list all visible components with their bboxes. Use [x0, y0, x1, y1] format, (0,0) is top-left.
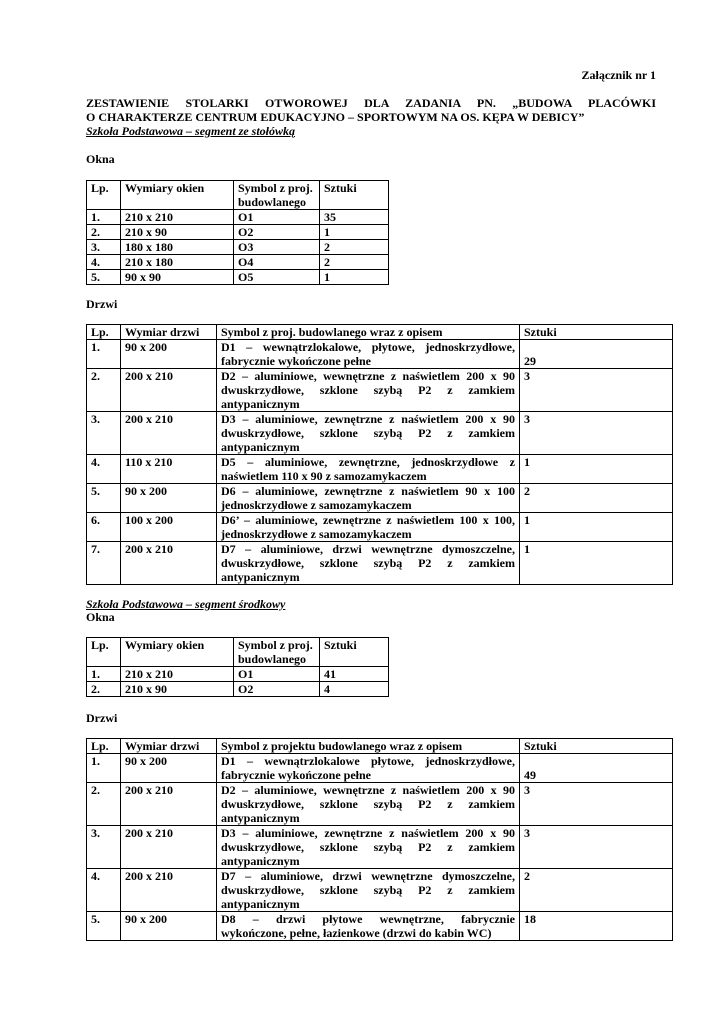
size-cell: 200 x 210 [121, 412, 217, 455]
symbol-cell: O2 [234, 225, 320, 240]
description-line: D3 – aluminiowe, zewnętrzne z naświetlem 200 x 90 [221, 412, 515, 426]
table-row [87, 210, 389, 225]
description-line: D6’ – aluminiowe, zewnętrzne z naświetlem 100 x 100, [221, 513, 515, 527]
column-header: Symbol z proj. budowlanego wraz z opisem [217, 325, 520, 340]
header-row [87, 638, 389, 667]
lp-cell: 7. [87, 542, 121, 585]
description-cell [217, 455, 520, 484]
column-header: Symbol z proj. budowlanego [234, 638, 320, 667]
column-header: Sztuki [520, 325, 673, 340]
description-cell [217, 912, 520, 941]
lp-cell: 1. [87, 754, 121, 783]
qty-cell: 4 [320, 682, 389, 697]
qty-cell: 1 [520, 542, 673, 585]
description-cell [217, 484, 520, 513]
description-line: dwuskrzydłowe, szklone szybą P2 z zamkiem [221, 556, 515, 570]
table-row [87, 455, 673, 484]
description-line: antypanicznym [221, 897, 300, 911]
segment2-subtitle: Szkoła Podstawowa – segment środkowy [86, 597, 286, 611]
description-cell [217, 340, 520, 369]
segment2-windows-label: Okna [86, 610, 115, 624]
size-cell: 210 x 90 [121, 682, 234, 697]
lp-cell: 5. [87, 912, 121, 941]
table-row [87, 225, 389, 240]
description-line: D1 – wewnątrzlokalowe płytowe, jednoskrzydłowe, [221, 754, 515, 768]
description-cell [217, 754, 520, 783]
qty-cell: 3 [520, 783, 673, 826]
column-header: Wymiar drzwi [121, 739, 217, 754]
description-line: wykończone, pełne, łazienkowe (drzwi do kabin WC) [221, 926, 492, 940]
column-header: Sztuki [320, 181, 389, 210]
lp-cell: 4. [87, 869, 121, 912]
lp-cell: 1. [87, 667, 121, 682]
qty-cell: 2 [320, 240, 389, 255]
description-line: D3 – aluminiowe, zewnętrzne z naświetlem 200 x 90 [221, 826, 515, 840]
segment2-doors-label: Drzwi [86, 711, 118, 725]
table-row [87, 682, 389, 697]
header-row [87, 181, 389, 210]
column-header: Symbol z projektu budowlanego wraz z opisem [217, 739, 520, 754]
lp-cell: 2. [87, 225, 121, 240]
description-line: fabrycznie wykończone pełne [221, 354, 371, 368]
lp-cell: 3. [87, 826, 121, 869]
symbol-cell: O4 [234, 255, 320, 270]
table-row [87, 270, 389, 285]
column-header: Lp. [87, 739, 121, 754]
size-cell: 200 x 210 [121, 542, 217, 585]
description-line: antypanicznym [221, 397, 300, 411]
table-row [87, 912, 673, 941]
qty-cell: 3 [520, 826, 673, 869]
description-line: dwuskrzydłowe, szklone szybą P2 z zamkiem [221, 883, 515, 897]
title-line: ZESTAWIENIE STOLARKI OTWOROWEJ DLA ZADANIA PN. „BUDOWA PLACÓWKI [86, 96, 656, 110]
symbol-cell: O2 [234, 682, 320, 697]
column-header: Sztuki [320, 638, 389, 667]
table-row [87, 412, 673, 455]
description-line: D2 – aluminiowe, wewnętrzne z naświetlem 200 x 90 [221, 783, 515, 797]
lp-cell: 3. [87, 412, 121, 455]
description-line: antypanicznym [221, 854, 300, 868]
qty-cell: 2 [520, 484, 673, 513]
qty-cell: 49 [520, 754, 673, 783]
qty-cell: 41 [320, 667, 389, 682]
size-cell: 200 x 210 [121, 869, 217, 912]
qty-cell: 1 [520, 455, 673, 484]
description-cell [217, 513, 520, 542]
title-line: O CHARAKTERZE CENTRUM EDUKACYJNO – SPORTOWYM NA OS. KĘPA W DEBICY” [86, 110, 585, 124]
size-cell: 200 x 210 [121, 369, 217, 412]
size-cell: 200 x 210 [121, 826, 217, 869]
lp-cell: 2. [87, 783, 121, 826]
description-line: D2 – aluminiowe, wewnętrzne z naświetlem 200 x 90 [221, 369, 515, 383]
size-cell: 210 x 90 [121, 225, 234, 240]
qty-cell: 3 [520, 369, 673, 412]
size-cell: 90 x 200 [121, 484, 217, 513]
description-line: dwuskrzydłowe, szklone szybą P2 z zamkiem [221, 383, 515, 397]
lp-cell: 1. [87, 340, 121, 369]
table-row [87, 826, 673, 869]
size-cell: 210 x 180 [121, 255, 234, 270]
symbol-cell: O1 [234, 210, 320, 225]
column-header: Lp. [87, 638, 121, 667]
table-row [87, 754, 673, 783]
table-row [87, 255, 389, 270]
column-header: Wymiary okien [121, 181, 234, 210]
description-cell [217, 869, 520, 912]
column-header: Symbol z proj. budowlanego [234, 181, 320, 210]
table-row [87, 240, 389, 255]
annex-label: Załącznik nr 1 [581, 68, 656, 82]
table-row [87, 369, 673, 412]
qty-cell: 3 [520, 412, 673, 455]
column-header: Wymiar drzwi [121, 325, 217, 340]
lp-cell: 2. [87, 682, 121, 697]
table-row [87, 513, 673, 542]
table-row [87, 869, 673, 912]
size-cell: 90 x 200 [121, 912, 217, 941]
column-header: Wymiary okien [121, 638, 234, 667]
qty-cell: 2 [320, 255, 389, 270]
size-cell: 90 x 200 [121, 340, 217, 369]
table-row [87, 542, 673, 585]
lp-cell: 1. [87, 210, 121, 225]
header-row [87, 325, 673, 340]
lp-cell: 5. [87, 270, 121, 285]
description-line: D7 – aluminiowe, drzwi wewnętrzne dymoszczelne, [221, 869, 515, 883]
segment1-doors-table [86, 324, 673, 585]
description-cell [217, 826, 520, 869]
qty-cell: 18 [520, 912, 673, 941]
lp-cell: 2. [87, 369, 121, 412]
description-line: D8 – drzwi płytowe wewnętrzne, fabrycznie [221, 912, 515, 926]
size-cell: 180 x 180 [121, 240, 234, 255]
column-header: Lp. [87, 181, 121, 210]
table-row [87, 667, 389, 682]
symbol-cell: O5 [234, 270, 320, 285]
segment2-windows-table [86, 637, 389, 697]
lp-cell: 6. [87, 513, 121, 542]
size-cell: 110 x 210 [121, 455, 217, 484]
lp-cell: 3. [87, 240, 121, 255]
size-cell: 100 x 200 [121, 513, 217, 542]
table-row [87, 484, 673, 513]
segment1-doors-label: Drzwi [86, 297, 118, 311]
description-line: dwuskrzydłowe, szklone szybą P2 z zamkiem [221, 426, 515, 440]
description-line: antypanicznym [221, 811, 300, 825]
segment1-subtitle: Szkoła Podstawowa – segment ze stołówką [86, 124, 296, 138]
lp-cell: 4. [87, 455, 121, 484]
description-cell [217, 542, 520, 585]
segment2-doors-table [86, 738, 673, 941]
qty-cell: 1 [320, 270, 389, 285]
symbol-cell: O1 [234, 667, 320, 682]
size-cell: 210 x 210 [121, 210, 234, 225]
description-line: fabrycznie wykończone pełne [221, 768, 371, 782]
description-line: D5 – aluminiowe, zewnętrzne, jednoskrzydłowe z [221, 455, 515, 469]
description-line: jednoskrzydłowe z samozamykaczem [221, 498, 412, 512]
description-cell [217, 369, 520, 412]
description-line: D1 – wewnątrzlokalowe, płytowe, jednoskrzydłowe, [221, 340, 515, 354]
lp-cell: 4. [87, 255, 121, 270]
description-line: naświetlem 110 x 90 z samozamykaczem [221, 469, 427, 483]
description-cell [217, 783, 520, 826]
qty-cell: 1 [320, 225, 389, 240]
table-row [87, 783, 673, 826]
header-row [87, 739, 673, 754]
table-row [87, 340, 673, 369]
qty-cell: 29 [520, 340, 673, 369]
document-title [86, 96, 656, 138]
description-line: D6 – aluminiowe, zewnętrzne z naświetlem 90 x 100 [221, 484, 515, 498]
qty-cell: 35 [320, 210, 389, 225]
description-line: jednoskrzydłowe z samozamykaczem [221, 527, 412, 541]
size-cell: 90 x 90 [121, 270, 234, 285]
column-header: Lp. [87, 325, 121, 340]
size-cell: 90 x 200 [121, 754, 217, 783]
column-header: Sztuki [520, 739, 673, 754]
description-line: dwuskrzydłowe, szklone szybą P2 z zamkiem [221, 797, 515, 811]
description-line: antypanicznym [221, 570, 300, 584]
segment1-windows-label: Okna [86, 152, 115, 166]
description-line: D7 – aluminiowe, drzwi wewnętrzne dymoszczelne, [221, 542, 515, 556]
description-cell [217, 412, 520, 455]
segment1-windows-table [86, 180, 389, 285]
description-line: dwuskrzydłowe, szklone szybą P2 z zamkiem [221, 840, 515, 854]
size-cell: 210 x 210 [121, 667, 234, 682]
size-cell: 200 x 210 [121, 783, 217, 826]
qty-cell: 1 [520, 513, 673, 542]
qty-cell: 2 [520, 869, 673, 912]
description-line: antypanicznym [221, 440, 300, 454]
symbol-cell: O3 [234, 240, 320, 255]
lp-cell: 5. [87, 484, 121, 513]
